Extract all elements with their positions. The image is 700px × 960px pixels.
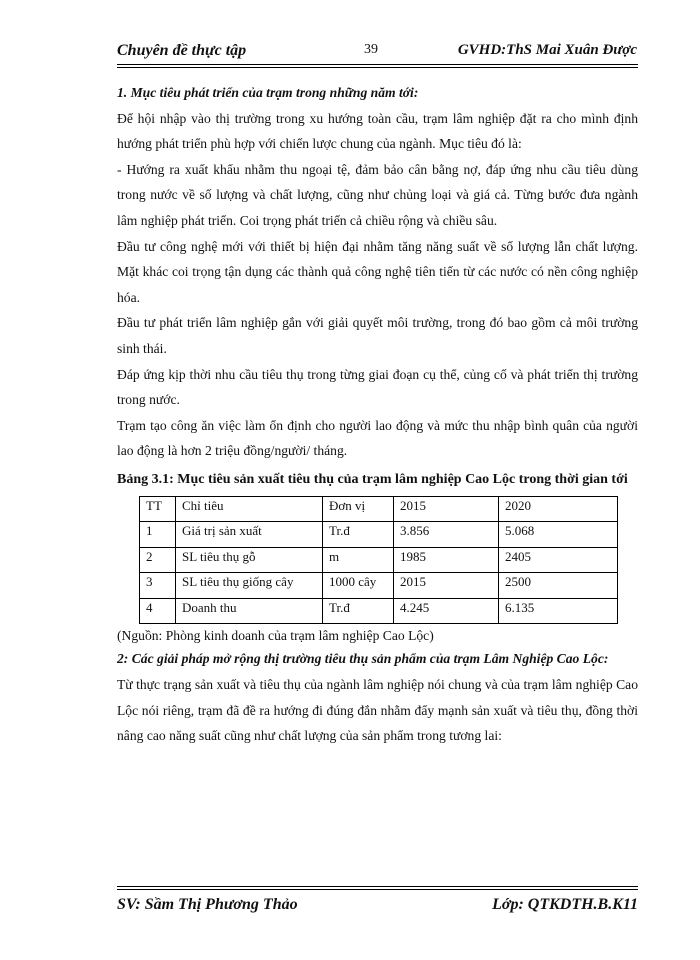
section-1-paragraph: - Hướng ra xuất khẩu nhằm thu ngoại tệ, đảm bảo cân bằng nợ, đáp ứng nhu cầu tiêu dùng trong nước về số lượng và chất lượng, cũng như chủng loại và giá cả. Từng bước đưa ngành lâm nghiệp phát triển. Coi trọng phát triển cả chiều rộng và chiều sâu.	[117, 161, 638, 228]
table-header-cell: 2015	[394, 496, 499, 522]
table-caption: Bảng 3.1: Mục tiêu sản xuất tiêu thụ của trạm lâm nghiệp Cao Lộc trong thời gian tới	[117, 471, 628, 487]
table-source-note: (Nguồn: Phòng kinh doanh của trạm lâm nghiệp Cao Lộc)	[117, 628, 434, 644]
table-cell: 4.245	[394, 598, 499, 624]
table-cell: Tr.đ	[323, 598, 394, 624]
footer-student: SV: Sầm Thị Phương Thảo	[117, 896, 298, 913]
table-header-cell: Đơn vị	[323, 496, 394, 522]
section-2-title: 2: Các giải pháp mở rộng thị trường tiêu thụ sản phẩm của trạm Lâm Nghiệp Cao Lộc:	[117, 651, 609, 667]
footer-class: Lớp: QTKDTH.B.K11	[492, 896, 638, 913]
page-header	[117, 40, 637, 66]
table-cell: m	[323, 547, 394, 573]
document-body	[117, 80, 638, 749]
table-cell: 1000 cây	[323, 573, 394, 599]
footer-divider	[117, 889, 638, 890]
page-number: 39	[364, 42, 378, 57]
page-footer	[117, 896, 638, 918]
table-cell: 3	[140, 573, 176, 599]
table-header-cell: Chỉ tiêu	[176, 496, 323, 522]
table-cell: Tr.đ	[323, 522, 394, 548]
table-cell: 1	[140, 522, 176, 548]
header-supervisor: GVHD:ThS Mai Xuân Được	[457, 42, 637, 58]
table-row	[140, 547, 618, 573]
section-1-paragraph: Để hội nhập vào thị trường trong xu hướng toàn cầu, trạm lâm nghiệp đặt ra cho mình định hướng phát triển phù hợp với chiến lược chung của ngành. Mục tiêu đó là:	[117, 110, 638, 152]
header-divider	[117, 64, 638, 65]
table-cell: 4	[140, 598, 176, 624]
table-cell: Doanh thu	[176, 598, 323, 624]
table-cell: 1985	[394, 547, 499, 573]
footer-divider-thin	[117, 886, 638, 887]
section-1-title: 1. Mục tiêu phát triển của trạm trong những năm tới:	[117, 85, 419, 100]
header-title: Chuyên đề thực tập	[117, 42, 247, 59]
section-1-paragraph: Đáp ứng kịp thời nhu cầu tiêu thụ trong từng giai đoạn cụ thể, củng cố và phát triển thị trường trong nước.	[117, 366, 638, 408]
header-divider-thin	[117, 67, 638, 68]
table-cell: 6.135	[499, 598, 618, 624]
table-cell: 2	[140, 547, 176, 573]
section-2-paragraph: Từ thực trạng sản xuất và tiêu thụ của ngành lâm nghiệp nói chung và của trạm lâm nghiệp Cao Lộc nói riêng, trạm đã đề ra hướng đi đúng đắn nhằm đẩy mạnh sản xuất và tiêu thụ, đồng thời nâng cao năng suất cũng như chất lượng của sản phẩm trong tương lai:	[117, 677, 638, 744]
table-cell: 5.068	[499, 522, 618, 548]
table-header-cell: TT	[140, 496, 176, 522]
table-cell: 2405	[499, 547, 618, 573]
table-cell: Giá trị sản xuất	[176, 522, 323, 548]
section-1-paragraph: Đầu tư phát triển lâm nghiệp gắn với giải quyết môi trường, trong đó bao gồm cả môi trường sinh thái.	[117, 315, 638, 356]
table-row	[140, 522, 618, 548]
table-cell: SL tiêu thụ giống cây	[176, 573, 323, 599]
targets-table	[139, 496, 618, 625]
table-header-cell: 2020	[499, 496, 618, 522]
table-row	[140, 598, 618, 624]
table-header-row	[140, 496, 618, 522]
table-cell: SL tiêu thụ gỗ	[176, 547, 323, 573]
table-row	[140, 573, 618, 599]
table-cell: 2015	[394, 573, 499, 599]
section-1-paragraph: Trạm tạo công ăn việc làm ổn định cho người lao động và mức thu nhập bình quân của người lao động là hơn 2 triệu đồng/người/ tháng.	[117, 417, 638, 459]
table-cell: 3.856	[394, 522, 499, 548]
table-cell: 2500	[499, 573, 618, 599]
section-1-paragraph: Đầu tư công nghệ mới với thiết bị hiện đại nhằm tăng năng suất về số lượng lẫn chất lượng. Mặt khác coi trọng tận dụng các thành quả công nghệ tiên tiến từ các nước có nền công nghiệp hóa.	[117, 238, 638, 305]
